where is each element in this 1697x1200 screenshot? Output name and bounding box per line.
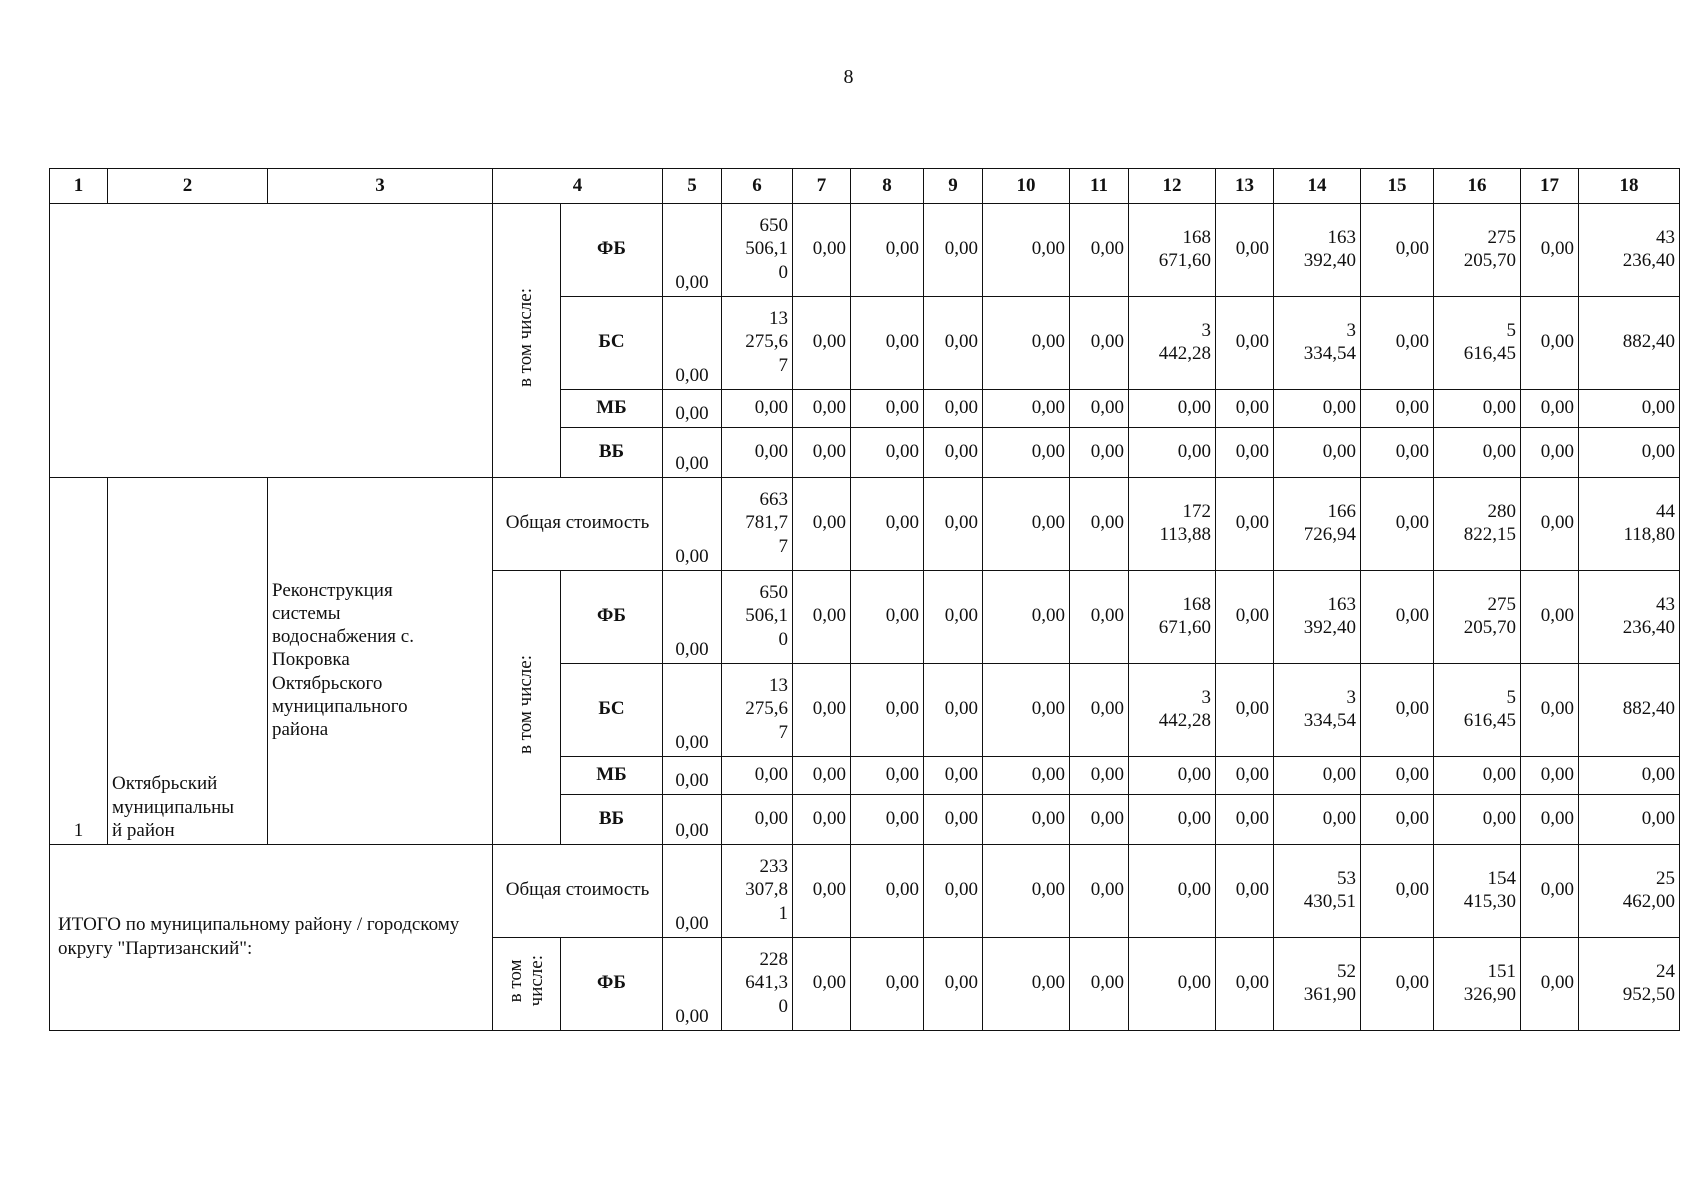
funding-source: ФБ — [561, 938, 663, 1031]
value-cell: 0,00 — [663, 428, 722, 478]
value-cell: 0,00 — [1361, 845, 1434, 938]
including-cell — [493, 938, 561, 1031]
funding-source: ВБ — [561, 428, 663, 478]
column-number: 9 — [924, 169, 983, 204]
value-cell: 5 616,45 — [1434, 297, 1521, 390]
value-cell: 0,00 — [1521, 938, 1579, 1031]
value-cell: 0,00 — [722, 757, 793, 795]
table-row — [50, 204, 1680, 297]
funding-source: МБ — [561, 757, 663, 795]
value-cell: 0,00 — [1129, 795, 1216, 845]
value-cell: 13 275,6 7 — [722, 297, 793, 390]
value-cell: 0,00 — [851, 571, 924, 664]
value-cell: 172 113,88 — [1129, 478, 1216, 571]
value-cell: 0,00 — [851, 297, 924, 390]
value-cell: 650 506,1 0 — [722, 204, 793, 297]
value-cell: 882,40 — [1579, 664, 1680, 757]
budget-table — [49, 168, 1680, 1031]
value-cell: 0,00 — [663, 795, 722, 845]
value-cell: 0,00 — [1361, 664, 1434, 757]
value-cell: 0,00 — [1521, 757, 1579, 795]
value-cell: 0,00 — [1070, 390, 1129, 428]
value-cell: 0,00 — [1070, 795, 1129, 845]
page-number: 8 — [843, 66, 854, 88]
district-name: Октябрьский муниципальны й район — [108, 478, 268, 845]
value-cell: 0,00 — [1070, 428, 1129, 478]
value-cell: 151 326,90 — [1434, 938, 1521, 1031]
value-cell: 0,00 — [1216, 938, 1274, 1031]
value-cell: 0,00 — [1521, 571, 1579, 664]
value-cell: 0,00 — [1274, 390, 1361, 428]
column-number: 4 — [493, 169, 663, 204]
value-cell: 0,00 — [851, 664, 924, 757]
including-label: в том числе: — [515, 287, 537, 387]
value-cell: 0,00 — [1521, 845, 1579, 938]
value-cell: 0,00 — [1361, 757, 1434, 795]
value-cell: 0,00 — [1434, 795, 1521, 845]
including-label: в том числе: — [504, 955, 547, 1007]
value-cell: 0,00 — [1129, 845, 1216, 938]
blank-merged-cell — [50, 204, 493, 478]
column-number: 1 — [50, 169, 108, 204]
column-number: 2 — [108, 169, 268, 204]
value-cell: 0,00 — [983, 664, 1070, 757]
value-cell: 0,00 — [1434, 757, 1521, 795]
value-cell: 0,00 — [983, 571, 1070, 664]
value-cell: 0,00 — [793, 938, 851, 1031]
value-cell: 154 415,30 — [1434, 845, 1521, 938]
value-cell: 0,00 — [1129, 390, 1216, 428]
value-cell: 0,00 — [851, 428, 924, 478]
value-cell: 0,00 — [1216, 428, 1274, 478]
value-cell: 0,00 — [1361, 297, 1434, 390]
value-cell: 0,00 — [663, 204, 722, 297]
value-cell: 0,00 — [1129, 757, 1216, 795]
column-number: 3 — [268, 169, 493, 204]
value-cell: 280 822,15 — [1434, 478, 1521, 571]
column-number: 10 — [983, 169, 1070, 204]
column-number: 8 — [851, 169, 924, 204]
value-cell: 0,00 — [924, 571, 983, 664]
value-cell: 166 726,94 — [1274, 478, 1361, 571]
value-cell: 0,00 — [1434, 428, 1521, 478]
column-number: 17 — [1521, 169, 1579, 204]
column-number: 11 — [1070, 169, 1129, 204]
value-cell: 0,00 — [1361, 478, 1434, 571]
value-cell: 0,00 — [851, 795, 924, 845]
value-cell: 0,00 — [1070, 845, 1129, 938]
value-cell: 0,00 — [983, 845, 1070, 938]
value-cell: 0,00 — [1216, 571, 1274, 664]
column-number: 14 — [1274, 169, 1361, 204]
value-cell: 228 641,3 0 — [722, 938, 793, 1031]
value-cell: 25 462,00 — [1579, 845, 1680, 938]
value-cell: 0,00 — [663, 390, 722, 428]
value-cell: 0,00 — [1070, 664, 1129, 757]
column-number: 15 — [1361, 169, 1434, 204]
value-cell: 163 392,40 — [1274, 204, 1361, 297]
value-cell: 0,00 — [1070, 938, 1129, 1031]
value-cell: 0,00 — [924, 795, 983, 845]
value-cell: 275 205,70 — [1434, 204, 1521, 297]
value-cell: 0,00 — [1216, 204, 1274, 297]
value-cell: 0,00 — [924, 297, 983, 390]
value-cell: 0,00 — [1274, 757, 1361, 795]
value-cell: 44 118,80 — [1579, 478, 1680, 571]
value-cell: 0,00 — [1521, 204, 1579, 297]
value-cell: 0,00 — [1361, 571, 1434, 664]
including-cell — [493, 204, 561, 478]
column-number: 18 — [1579, 169, 1680, 204]
value-cell: 24 952,50 — [1579, 938, 1680, 1031]
value-cell: 0,00 — [793, 390, 851, 428]
value-cell: 0,00 — [1361, 938, 1434, 1031]
value-cell: 0,00 — [1216, 795, 1274, 845]
value-cell: 0,00 — [1361, 795, 1434, 845]
value-cell: 0,00 — [924, 390, 983, 428]
value-cell: 0,00 — [1070, 297, 1129, 390]
value-cell: 0,00 — [793, 428, 851, 478]
value-cell: 0,00 — [1216, 757, 1274, 795]
value-cell: 0,00 — [1070, 478, 1129, 571]
value-cell: 0,00 — [1579, 795, 1680, 845]
value-cell: 0,00 — [1361, 390, 1434, 428]
table-row — [50, 478, 1680, 571]
value-cell: 0,00 — [793, 297, 851, 390]
value-cell: 0,00 — [983, 795, 1070, 845]
value-cell: 0,00 — [1274, 428, 1361, 478]
including-cell — [493, 571, 561, 845]
value-cell: 0,00 — [1434, 390, 1521, 428]
column-number: 12 — [1129, 169, 1216, 204]
table-body — [50, 169, 1680, 1031]
value-cell: 663 781,7 7 — [722, 478, 793, 571]
value-cell: 3 442,28 — [1129, 664, 1216, 757]
funding-source: ФБ — [561, 571, 663, 664]
value-cell: 0,00 — [1521, 795, 1579, 845]
value-cell: 0,00 — [1129, 938, 1216, 1031]
value-cell: 882,40 — [1579, 297, 1680, 390]
value-cell: 5 616,45 — [1434, 664, 1521, 757]
value-cell: 0,00 — [722, 390, 793, 428]
column-number: 6 — [722, 169, 793, 204]
value-cell: 0,00 — [793, 571, 851, 664]
total-label: ИТОГО по муниципальному району / городскому округу "Партизанский": — [50, 845, 493, 1031]
column-number: 5 — [663, 169, 722, 204]
value-cell: 3 334,54 — [1274, 664, 1361, 757]
value-cell: 53 430,51 — [1274, 845, 1361, 938]
value-cell: 0,00 — [1521, 664, 1579, 757]
value-cell: 52 361,90 — [1274, 938, 1361, 1031]
value-cell: 3 334,54 — [1274, 297, 1361, 390]
value-cell: 0,00 — [1579, 428, 1680, 478]
value-cell: 3 442,28 — [1129, 297, 1216, 390]
value-cell: 0,00 — [851, 938, 924, 1031]
value-cell: 0,00 — [793, 204, 851, 297]
value-cell: 0,00 — [924, 938, 983, 1031]
column-number: 7 — [793, 169, 851, 204]
value-cell: 0,00 — [851, 390, 924, 428]
row-number: 1 — [50, 478, 108, 845]
value-cell: 0,00 — [1070, 571, 1129, 664]
value-cell: 0,00 — [983, 938, 1070, 1031]
value-cell: 168 671,60 — [1129, 571, 1216, 664]
value-cell: 0,00 — [851, 204, 924, 297]
value-cell: 0,00 — [1216, 664, 1274, 757]
funding-source: БС — [561, 297, 663, 390]
object-name: Реконструкция системы водоснабжения с. Покровка Октябрьского муниципального района — [268, 478, 493, 845]
value-cell: 0,00 — [924, 428, 983, 478]
value-cell: 0,00 — [983, 478, 1070, 571]
table-row — [50, 845, 1680, 938]
value-cell: 0,00 — [983, 757, 1070, 795]
funding-source: БС — [561, 664, 663, 757]
value-cell: 650 506,1 0 — [722, 571, 793, 664]
value-cell: 0,00 — [1521, 478, 1579, 571]
value-cell: 0,00 — [663, 297, 722, 390]
funding-source: МБ — [561, 390, 663, 428]
value-cell: 0,00 — [1216, 297, 1274, 390]
value-cell: 0,00 — [924, 204, 983, 297]
funding-source: ФБ — [561, 204, 663, 297]
value-cell: 0,00 — [663, 938, 722, 1031]
value-cell: 0,00 — [924, 757, 983, 795]
including-label: в том числе: — [515, 654, 537, 754]
value-cell: 0,00 — [1521, 390, 1579, 428]
value-cell: 0,00 — [793, 795, 851, 845]
value-cell: 0,00 — [1579, 390, 1680, 428]
value-cell: 0,00 — [793, 478, 851, 571]
value-cell: 13 275,6 7 — [722, 664, 793, 757]
value-cell: 163 392,40 — [1274, 571, 1361, 664]
value-cell: 233 307,8 1 — [722, 845, 793, 938]
value-cell: 0,00 — [1070, 204, 1129, 297]
value-cell: 43 236,40 — [1579, 204, 1680, 297]
value-cell: 0,00 — [1521, 428, 1579, 478]
value-cell: 0,00 — [722, 795, 793, 845]
value-cell: 0,00 — [663, 664, 722, 757]
value-cell: 0,00 — [793, 845, 851, 938]
value-cell: 0,00 — [663, 757, 722, 795]
value-cell: 0,00 — [1216, 390, 1274, 428]
value-cell: 168 671,60 — [1129, 204, 1216, 297]
total-cost-label: Общая стоимость — [493, 845, 663, 938]
value-cell: 0,00 — [1129, 428, 1216, 478]
value-cell: 0,00 — [663, 478, 722, 571]
value-cell: 0,00 — [983, 428, 1070, 478]
column-number: 16 — [1434, 169, 1521, 204]
value-cell: 0,00 — [1579, 757, 1680, 795]
value-cell: 0,00 — [983, 297, 1070, 390]
value-cell: 0,00 — [924, 845, 983, 938]
value-cell: 0,00 — [722, 428, 793, 478]
column-number: 13 — [1216, 169, 1274, 204]
value-cell: 0,00 — [663, 845, 722, 938]
value-cell: 0,00 — [1361, 428, 1434, 478]
value-cell: 0,00 — [851, 845, 924, 938]
value-cell: 0,00 — [663, 571, 722, 664]
value-cell: 0,00 — [1361, 204, 1434, 297]
value-cell: 43 236,40 — [1579, 571, 1680, 664]
value-cell: 0,00 — [983, 390, 1070, 428]
value-cell: 0,00 — [851, 478, 924, 571]
value-cell: 275 205,70 — [1434, 571, 1521, 664]
column-number-row — [50, 169, 1680, 204]
value-cell: 0,00 — [1274, 795, 1361, 845]
value-cell: 0,00 — [793, 664, 851, 757]
value-cell: 0,00 — [983, 204, 1070, 297]
value-cell: 0,00 — [924, 478, 983, 571]
value-cell: 0,00 — [1070, 757, 1129, 795]
value-cell: 0,00 — [1521, 297, 1579, 390]
value-cell: 0,00 — [1216, 845, 1274, 938]
value-cell: 0,00 — [793, 757, 851, 795]
value-cell: 0,00 — [924, 664, 983, 757]
value-cell: 0,00 — [851, 757, 924, 795]
funding-source: ВБ — [561, 795, 663, 845]
value-cell: 0,00 — [1216, 478, 1274, 571]
total-cost-label: Общая стоимость — [493, 478, 663, 571]
